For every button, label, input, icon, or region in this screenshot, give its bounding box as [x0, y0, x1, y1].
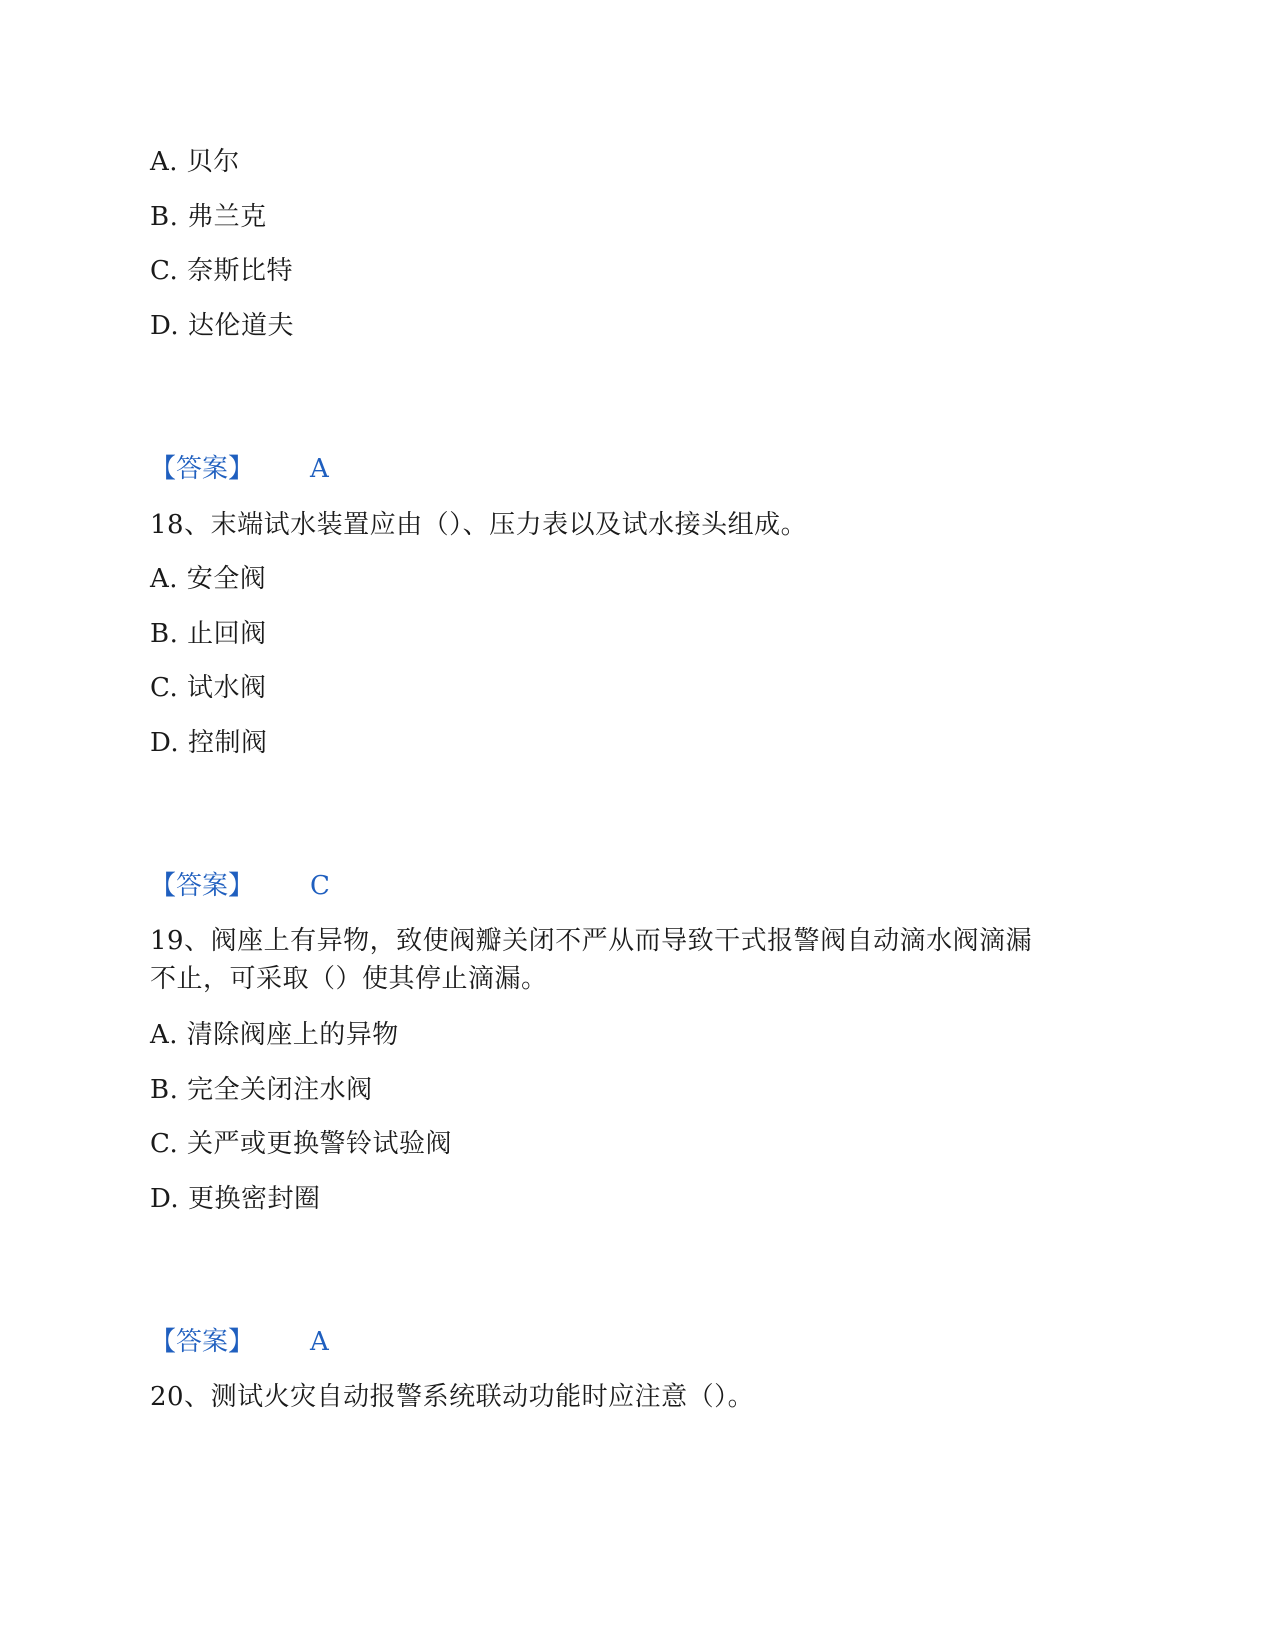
- q18-option-c: C. 试水阀: [150, 673, 267, 703]
- q19-option-d: D. 更换密封圈: [150, 1184, 321, 1214]
- q19-answer: [150, 1325, 329, 1359]
- q18-question: 18、末端试水装置应由（）、压力表以及试水接头组成。: [150, 510, 808, 540]
- q18-answer: [150, 869, 330, 903]
- q19-question-line1: 19、阀座上有异物，致使阀瓣关闭不严从而导致干式报警阀自动滴水阀滴漏: [150, 926, 1033, 956]
- q18-option-b: B. 止回阀: [150, 619, 267, 649]
- q20-question: 20、测试火灾自动报警系统联动功能时应注意（）。: [150, 1382, 755, 1412]
- answer-value: A: [310, 454, 329, 484]
- answer-tag: 【答案】: [150, 1327, 255, 1357]
- answer-value: A: [310, 1327, 329, 1357]
- answer-value: C: [310, 871, 330, 901]
- answer-tag: 【答案】: [150, 454, 255, 484]
- q17-option-c: C. 奈斯比特: [150, 256, 293, 286]
- q19-option-c: C. 关严或更换警铃试验阀: [150, 1129, 452, 1159]
- q18-option-d: D. 控制阀: [150, 728, 268, 758]
- q19-option-b: B. 完全关闭注水阀: [150, 1075, 373, 1105]
- q17-option-a: A. 贝尔: [150, 147, 240, 177]
- q19-question-line2: 不止，可采取（）使其停止滴漏。: [150, 964, 548, 994]
- q17-answer: [150, 452, 329, 486]
- q18-option-a: A. 安全阀: [150, 564, 267, 594]
- q17-option-b: B. 弗兰克: [150, 202, 267, 232]
- q17-option-d: D. 达伦道夫: [150, 311, 294, 341]
- answer-tag: 【答案】: [150, 871, 255, 901]
- q19-option-a: A. 清除阀座上的异物: [150, 1020, 399, 1050]
